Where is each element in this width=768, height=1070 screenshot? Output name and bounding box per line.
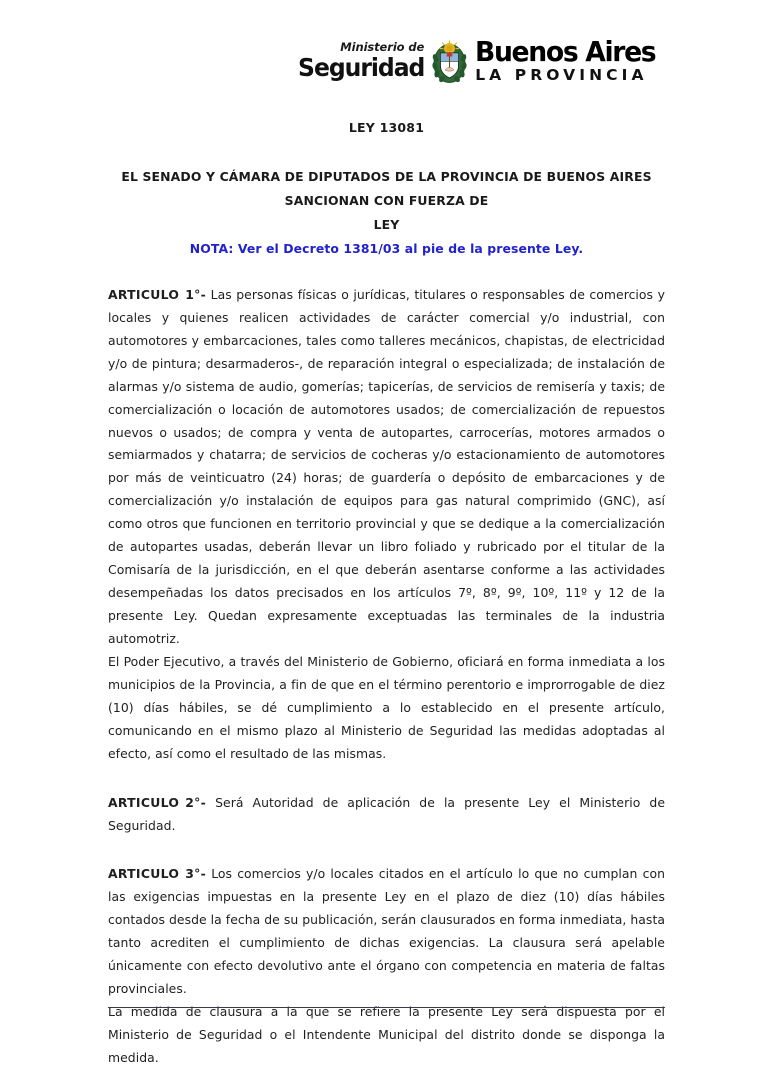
buenos-aires-coat-of-arms-icon <box>431 40 468 84</box>
article-2-number: 2°- <box>185 794 207 810</box>
article-3-paragraph-2 <box>108 1001 665 1070</box>
sanction-line-force: SANCIONAN CON FUERZA DE <box>284 192 489 208</box>
masthead <box>108 0 665 86</box>
article-3-text-1: Los comercios y/o locales citados en el artículo lo que no cumplan con las exigencias impuestas en la presente Ley en el plazo de diez (10) días hábiles contados desde la fecha de su publicación, serán clausurados en forma inmediata, hasta tanto acrediten el cumplimiento de dichas exigencias. La clausura será apelable únicamente con efecto devolutivo ante el órgano con competencia en materia de faltas provinciales. <box>108 866 665 997</box>
article-2-label <box>108 795 206 810</box>
article-3-label <box>108 866 206 881</box>
nota-decree-reference: NOTA: Ver el Decreto 1381/03 al pie de la presente Ley. <box>189 241 584 257</box>
ministry-kicker: Ministerio de <box>340 40 425 54</box>
province-name: Buenos Aires <box>475 35 656 68</box>
sanction-line-law: LEY <box>373 216 400 232</box>
article-1-number: 1°- <box>185 286 207 302</box>
article-3-paragraph-1 <box>108 863 665 1001</box>
ministry-name: Seguridad <box>297 52 425 82</box>
law-number-heading: LEY 13081 <box>348 119 425 135</box>
article-1-label <box>108 287 206 302</box>
article-2-paragraph-1 <box>108 792 665 838</box>
footer-divider <box>108 1007 665 1008</box>
ministry-lockup <box>290 42 424 82</box>
article-2-label-word: ARTICULO <box>108 794 180 810</box>
article-1-paragraph-1 <box>108 284 665 651</box>
sanction-line-senate: EL SENADO Y CÁMARA DE DIPUTADOS DE LA PROVINCIA DE BUENOS AIRES <box>121 168 652 184</box>
article-3-label-word: ARTICULO <box>108 866 180 882</box>
article-1-label-word: ARTICULO <box>108 286 180 302</box>
article-1-paragraph-2 <box>108 651 665 766</box>
article-3-text-2: La medida de clausura a la que se refiere la presente Ley será dispuesta por el Ministerio de Seguridad o el Intendente Municipal del distrito donde se disponga la medida. <box>108 1004 665 1065</box>
province-subtitle: LA PROVINCIA <box>475 66 648 84</box>
sanction-formula <box>108 165 665 262</box>
article-1-text-1: Las personas físicas o jurídicas, titulares o responsables de comercios y locales y quienes realicen actividades de carácter comercial y/o industrial, con automotores y embarcaciones, tales como talleres mecánicos, chapistas, de electricidad y/o de pintura; desarmaderos-, de reparación integral o especializada; de instalación de alarmas y/o sistema de audio, gomerías; tapicerías, de servicios de remisería y taxis; de comercialización o locación de automotores usados; de comercialización de repuestos nuevos o usados; de compra y venta de autopartes, carrocerías, motores armados o semiarmados y chatarra; de servicios de cocheras y/o estacionamiento de automotores por más de veinticuatro (24) horas; de guardería o depósito de embarcaciones y de comercialización y/o instalación de equipos para gas natural comprimido (GNC), así como otros que funcionen en territorio provincial y que se dedique a la comercialización de autopartes usadas, deberán llevar un libro foliado y rubricado por el titular de la Comisaría de la jurisdicción, en el que deberán asentarse conforme a las actividades desempeñadas los datos precisados en los artículos 7º, 8º, 9º, 10º, 11º y 12 de la presente Ley. Quedan expresamente exceptuadas las terminales de la industria automotriz. <box>108 286 665 646</box>
article-1-text-2: El Poder Ejecutivo, a través del Ministerio de Gobierno, oficiará en forma inmediata a los municipios de la Provincia, a fin de que en el término perentorio e improrrogable de diez (10) días hábiles, se dé cumplimiento a lo establecido en el presente artículo, comunicando en el mismo plazo al Ministerio de Seguridad las medidas adoptadas al efecto, así como el resultado de las mismas. <box>108 653 665 761</box>
article-3-number: 3°- <box>185 866 207 882</box>
article-2-text-1: Será Autoridad de aplicación de la presente Ley el Ministerio de Seguridad. <box>108 794 665 833</box>
province-lockup <box>475 35 665 86</box>
articles-body <box>108 284 665 1070</box>
government-logo <box>290 35 665 86</box>
